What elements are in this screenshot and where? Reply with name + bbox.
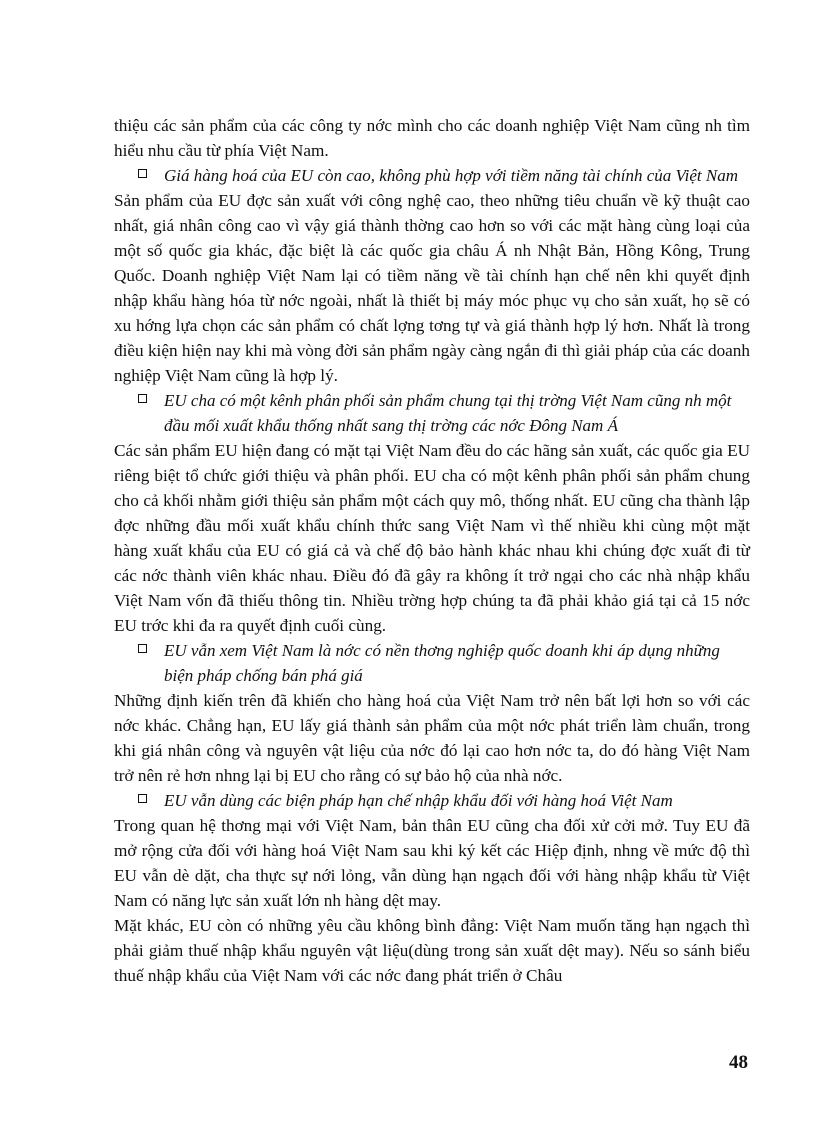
square-bullet-icon bbox=[138, 794, 147, 803]
paragraph: Các sản phẩm EU hiện đang có mặt tại Việt Nam đều do các hãng sản xuất, các quốc gia EU riêng biệt tổ chức giới thiệu và phân phối. EU cha có một kênh phân phối sản phẩm chung cho cả khối nhằm giới thiệu sản phẩm một cách quy mô, thống nhất. EU cũng cha thành lập đợc những đầu mối xuất khẩu chính thức sang Việt Nam vì thế nhiều khi cùng một mặt hàng xuất khẩu của EU có giá cả và chế độ bảo hành khác nhau khi chúng đợc xuất đi từ các nớc thành viên khác nhau. Điều đó đã gây ra không ít trở ngại cho các nhà nhập khẩu Việt Nam vốn đã thiếu thông tin. Nhiều trờng hợp chúng ta đã phải khảo giá tại cả 15 nớc EU trớc khi đa ra quyết định cuối cùng. bbox=[114, 441, 750, 635]
paragraph: Trong quan hệ thơng mại với Việt Nam, bản thân EU cũng cha đối xử cởi mở. Tuy EU đã mở rộng cửa đối với hàng hoá Việt Nam sau khi ký kết các Hiệp định, nhng về mức độ thì EU vẫn dè dặt, cha thực sự nới lỏng, vẫn dùng hạn ngạch đối với hàng nhập khẩu từ Việt Nam có năng lực sản xuất lớn nh hàng dệt may. bbox=[114, 816, 750, 910]
document-body bbox=[114, 113, 750, 988]
section-heading bbox=[140, 788, 750, 813]
square-bullet-icon bbox=[138, 394, 147, 403]
square-bullet-icon bbox=[138, 169, 147, 178]
heading-text: Giá hàng hoá của EU còn cao, không phù hợp với tiềm năng tài chính của Việt Nam bbox=[164, 166, 739, 185]
heading-text: EU vẫn dùng các biện pháp hạn chế nhập khẩu đối với hàng hoá Việt Nam bbox=[164, 791, 673, 810]
section-heading bbox=[140, 388, 750, 438]
paragraph: Mặt khác, EU còn có những yêu cầu không bình đẳng: Việt Nam muốn tăng hạn ngạch thì phải giảm thuế nhập khẩu nguyên vật liệu(dùng trong sản xuất dệt may). Nếu so sánh biểu thuế nhập khẩu của Việt Nam với các nớc đang phát triển ở Châu bbox=[114, 916, 750, 985]
heading-text: EU cha có một kênh phân phối sản phẩm chung tại thị trờng Việt Nam cũng nh một đầu mối xuất khẩu thống nhất sang thị trờng các nớc Đông Nam Á bbox=[164, 391, 732, 435]
paragraph: Sản phẩm của EU đợc sản xuất với công nghệ cao, theo những tiêu chuẩn về kỹ thuật cao nhất, giá nhân công cao vì vậy giá thành thờng cao hơn so với các mặt hàng cùng loại của một số quốc gia khác, đặc biệt là các quốc gia châu Á nh Nhật Bản, Hồng Kông, Trung Quốc. Doanh nghiệp Việt Nam lại có tiềm năng về tài chính hạn chế nên khi quyết định nhập khẩu hàng hóa từ nớc ngoài, nhất là thiết bị máy móc phục vụ cho sản xuất, họ sẽ có xu hớng lựa chọn các sản phẩm có chất lợng tơng tự và giá thành hợp lý hơn. Nhất là trong điều kiện hiện nay khi mà vòng đời sản phẩm ngày càng ngắn đi thì giải pháp của các doanh nghiệp Việt Nam cũng là hợp lý. bbox=[114, 191, 750, 385]
section-heading bbox=[140, 163, 750, 188]
paragraph: Những định kiến trên đã khiến cho hàng hoá của Việt Nam trở nên bất lợi hơn so với các nớc khác. Chẳng hạn, EU lấy giá thành sản phẩm của một nớc phát triển làm chuẩn, trong khi giá nhân công và nguyên vật liệu của nớc đó lại cao hơn nớc ta, do đó hàng Việt Nam trở nên rẻ hơn nhng lại bị EU cho rằng có sự bảo hộ của nhà nớc. bbox=[114, 691, 750, 785]
paragraph: thiệu các sản phẩm của các công ty nớc mình cho các doanh nghiệp Việt Nam cũng nh tìm hiểu nhu cầu từ phía Việt Nam. bbox=[114, 116, 750, 160]
square-bullet-icon bbox=[138, 644, 147, 653]
page-number: 48 bbox=[729, 1052, 748, 1073]
heading-text: EU vẫn xem Việt Nam là nớc có nền thơng nghiệp quốc doanh khi áp dụng những biện pháp chống bán phá giá bbox=[164, 641, 720, 685]
section-heading bbox=[140, 638, 750, 688]
